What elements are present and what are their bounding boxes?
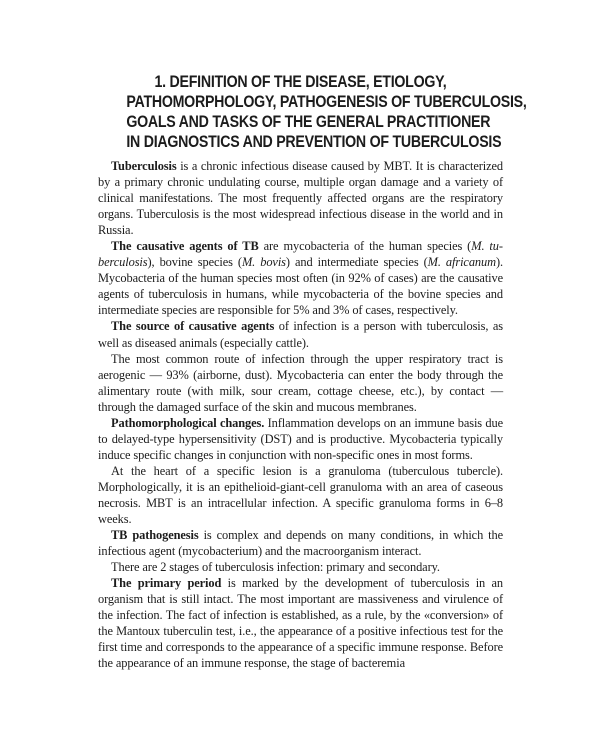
chapter-heading (126, 72, 527, 152)
paragraph-granuloma: At the heart of a specific lesion is a granuloma (tuberculous tubercle). Morphologically, it is an epithelioid-giant-cell granuloma with an area of caseous necrosis. MBT is an intracellular infection. A specific granuloma forms in 6–8 weeks. (98, 463, 503, 527)
paragraph-source: The source of causative agents of infection is a person with tuberculosis, as well as diseased animals (especially cattle). (98, 319, 503, 350)
species-name: M. bovis (241, 255, 286, 270)
term-causative-agents: The causative agents of TB (111, 239, 259, 254)
species-name: M. africanum (427, 255, 496, 270)
term-primary-period: The primary period (111, 576, 222, 591)
paragraph-pathomorphology: Pathomorphological changes. Inflammation develops on an immune basis due to delayed-type hypersensitivity (DST) and is productive. Mycobacteria typically induce specific changes in conjunction with non-specific ones in most forms. (98, 415, 503, 462)
document-page (98, 72, 527, 672)
heading-line: GOALS AND TASKS OF THE GENERAL PRACTITIONER (126, 113, 491, 131)
species-name: M. tuberculosis (98, 239, 504, 270)
paragraph-primary-period: The primary period is marked by the development of tuberculosis in an organism that is still intact. The most important are massiveness and virulence of the infection. The fact of infection is established, as a rule, by the «conversion» of the Mantoux tuberculin test, i.e., the appearance of a positive infectious test for the first time and corresponds to the appearance of a specific immune response. Before the appearance of an immune response, the stage of bacteremia (98, 576, 504, 671)
paragraph-definition: Tuberculosis is a chronic infectious disease caused by MBT. It is characterized by a primary chronic undulating course, multiple organ damage and a variety of clinical manifestations. The most frequently affected organs are the respiratory organs. Tuberculosis is the most widespread infectious disease in the world and in Russia. (98, 159, 503, 238)
paragraph-stages: There are 2 stages of tuberculosis infection: primary and secondary. (111, 560, 440, 575)
body-text (98, 158, 503, 672)
heading-line: 1. DEFINITION OF THE DISEASE, ETIOLOGY, (154, 73, 447, 91)
term-pathogenesis: TB pathogenesis (111, 528, 199, 543)
paragraph-pathogenesis: TB pathogenesis is complex and depends on many conditions, in which the infectious agent (mycobacterium) and the macroorganism interact. (98, 528, 503, 559)
paragraph-route: The most common route of infection through the upper respiratory tract is aerogenic — 93% (airborne, dust). Mycobacteria can enter the body through the alimentary route (with milk, sour cream, cottage cheese, etc.), by contact — through the damaged surface of the skin and mucous membranes. (98, 351, 503, 414)
heading-line: IN DIAGNOSTICS AND PREVENTION OF TUBERCULOSIS (126, 133, 502, 151)
heading-line: PATHOMORPHOLOGY, PATHOGENESIS OF TUBERCULOSIS, (126, 93, 527, 111)
term-source: The source of causative agents (111, 319, 275, 334)
term-pathomorphology: Pathomorphological changes. (111, 415, 265, 430)
term-tuberculosis: Tuberculosis (111, 159, 177, 173)
paragraph-causative-agents: The causative agents of TB are mycobacteria of the human species (M. tuberculosis), bovine species (M. bovis) and intermediate species (M. africanum). Mycobacteria of the human species most often (in 92% of cases) are the causative agents of tuberculosis in humans, while mycobacteria of the bovine species and intermediate species are responsible for 5% and 3% of cases, respectively. (98, 239, 504, 318)
